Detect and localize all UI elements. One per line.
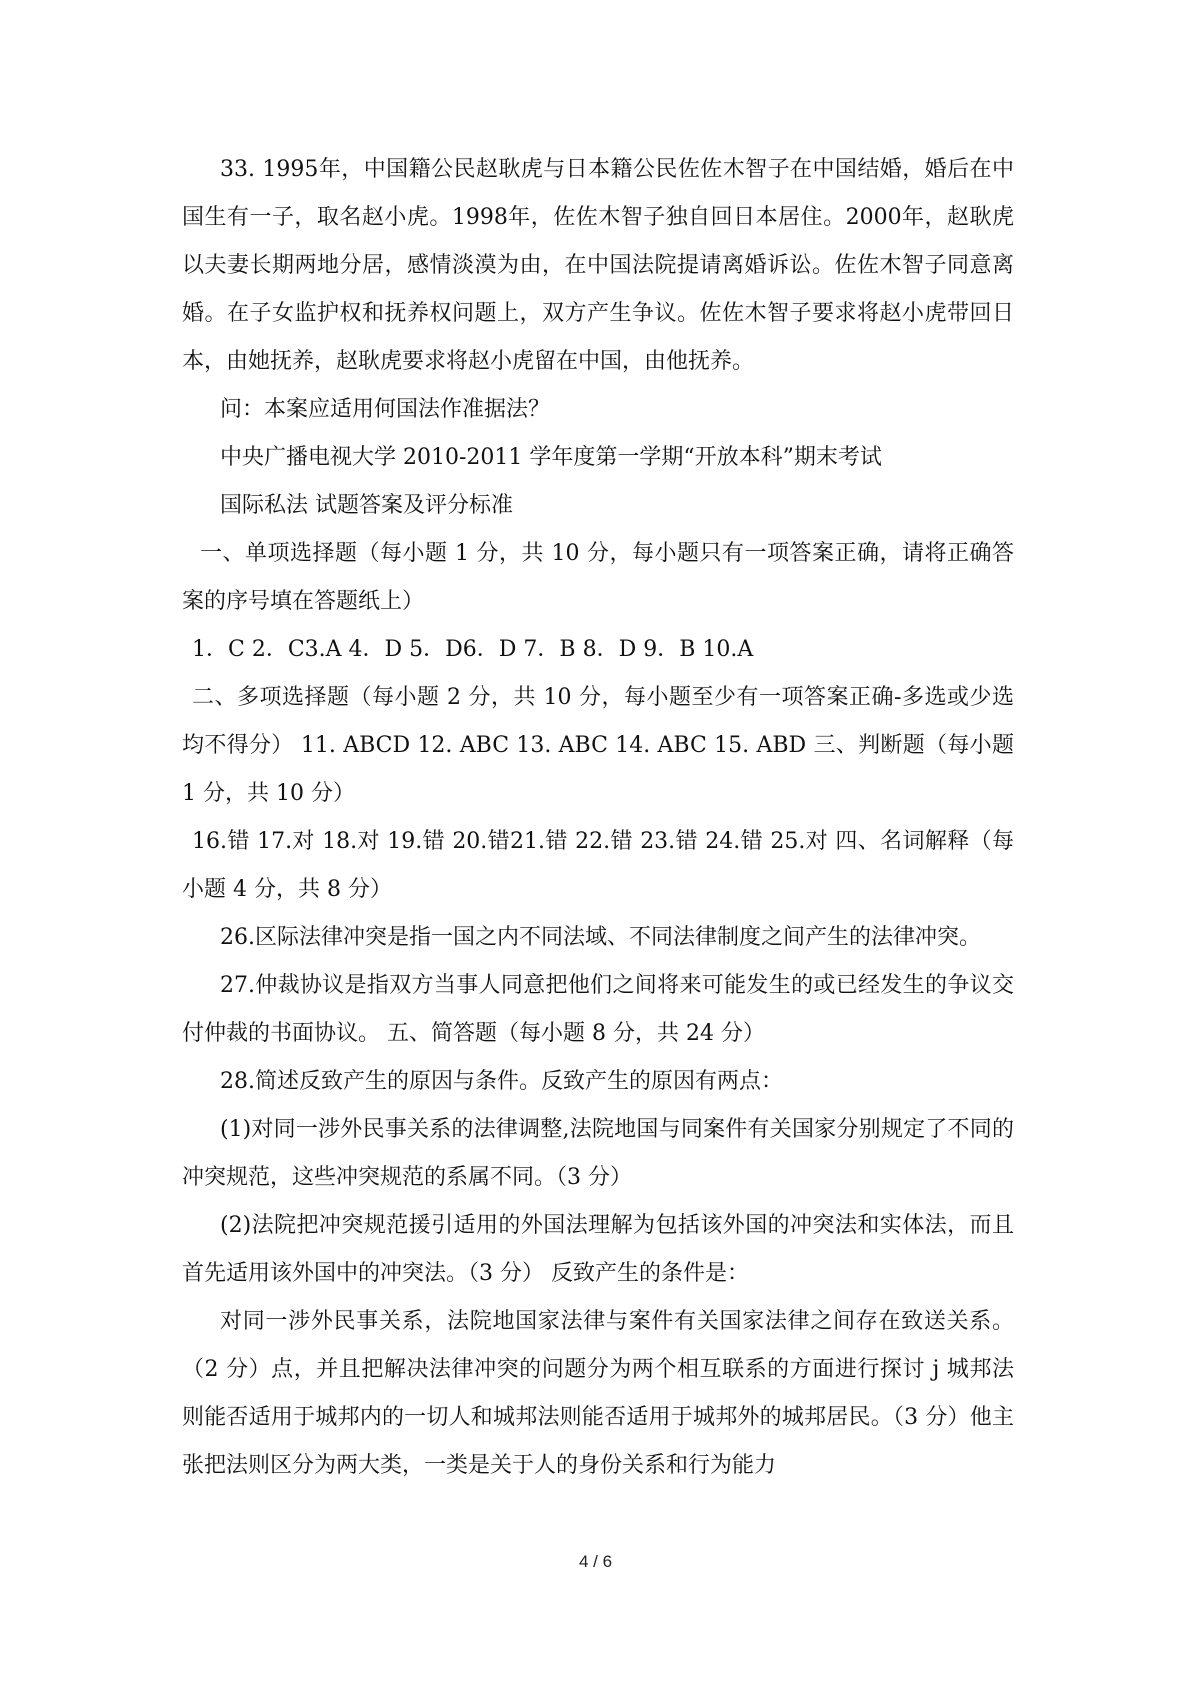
answer-28-condition: 对同一涉外民事关系，法院地国家法律与案件有关国家法律之间存在致送关系。（2 分）点，并且把解决法律冲突的问题分为两个相互联系的方面进行探讨 j 城邦法则能否适用于城邦内的一切人和城邦法则能否适用于城邦外的城邦居民。（3 分）他主张把法则区分为两大类，一类是关于人的身份关系和行为能力 bbox=[182, 1309, 1014, 1478]
question-33-paragraph: 33. 1995年，中国籍公民赵耿虎与日本籍公民佐佐木智子在中国结婚，婚后在中国生有一子，取名赵小虎。1998年，佐佐木智子独自回日本居住。2000年，赵耿虎以夫妻长期两地分居，感情淡漠为由，在中国法院提请离婚诉讼。佐佐木智子同意离婚。在子女监护权和抚养权问题上，双方产生争议。佐佐木智子要求将赵小虎带回日本，由她抚养，赵耿虎要求将赵小虎留在中国，由他抚养。 bbox=[182, 157, 1014, 374]
answer-key-title: 国际私法 试题答案及评分标准 bbox=[220, 493, 513, 518]
exam-title: 中央广播电视大学 2010-2011 学年度第一学期“开放本科”期末考试 bbox=[220, 445, 882, 470]
question-33-prompt: 问：本案应适用何国法作准据法？ bbox=[220, 397, 551, 422]
section-1-heading: 一、单项选择题（每小题 1 分，共 10 分，每小题只有一项答案正确，请将正确答案的序号填在答题纸上） bbox=[182, 541, 1014, 614]
answers-16-25: 16.错 17.对 18.对 19.错 20.错21.错 22.错 23.错 24.错 25.对 四、名词解释（每小题 4 分，共 8 分） bbox=[182, 829, 1014, 902]
answer-28-reason-2: (2)法院把冲突规范援引适用的外国法理解为包括该外国的冲突法和实体法，而且首先适用该外国中的冲突法。（3 分） 反致产生的条件是： bbox=[182, 1213, 1014, 1286]
page-number: 4 / 6 bbox=[578, 1552, 613, 1571]
answer-27: 27.仲裁协议是指双方当事人同意把他们之间将来可能发生的或已经发生的争议交付仲裁的书面协议。 五、简答题（每小题 8 分，共 24 分） bbox=[182, 973, 1014, 1046]
answer-28: 28.简述反致产生的原因与条件。反致产生的原因有两点： bbox=[220, 1069, 783, 1094]
answer-28-reason-1: (1)对同一涉外民事关系的法律调整,法院地国与同案件有关国家分别规定了不同的冲突规范，这些冲突规范的系属不同。（3 分） bbox=[182, 1117, 1014, 1190]
answer-26: 26.区际法律冲突是指一国之内不同法域、不同法律制度之间产生的法律冲突。 bbox=[220, 925, 981, 950]
document-body bbox=[182, 146, 1014, 1490]
answers-1-10: 1．C 2．C3.A 4．D 5．D6．D 7．B 8．D 9．B 10.A bbox=[192, 637, 754, 662]
section-2-3-heading: 二、多项选择题（每小题 2 分，共 10 分，每小题至少有一项答案正确-多选或少选均不得分） 11. ABCD 12. ABC 13. ABC 14. ABC 15. ABD 三、判断题（每小题 1 分，共 10 分） bbox=[182, 685, 1014, 806]
